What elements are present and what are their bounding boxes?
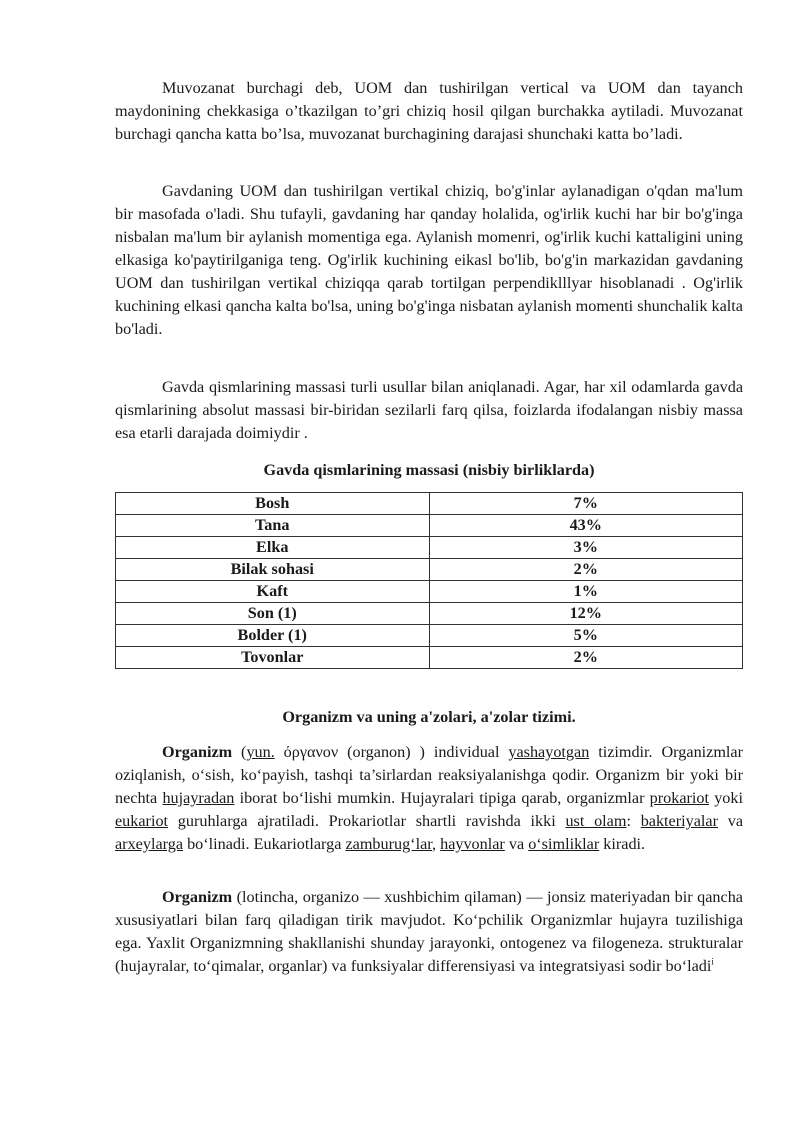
paragraph-equilibrium-angle: Muvozanat burchagi deb, UOM dan tushirilgan vertical va UOM dan tayanch maydonining chekkasiga o’tkazilgan to’gri chiziq hosil qilgan burchakka aytiladi. Muvozanat burchagi qancha katta bo’lsa, muvozanat burchagining darajasi shunchaki katta bo’ladi. [115, 79, 743, 143]
mass-table-wrapper [115, 492, 743, 669]
footnote-marker[interactable]: i [711, 956, 714, 967]
table-row [116, 647, 743, 669]
link-osimliklar[interactable]: o‘simliklar [528, 835, 600, 853]
body-part-cell: Elka [116, 537, 430, 559]
link-yun[interactable]: yun. [246, 743, 275, 761]
body-part-cell: Tana [116, 515, 430, 537]
table-row [116, 559, 743, 581]
table-row [116, 493, 743, 515]
mass-percent-cell: 2% [429, 559, 743, 581]
body-part-cell: Bilak sohasi [116, 559, 430, 581]
link-hayvonlar[interactable]: hayvonlar [440, 835, 505, 853]
paragraph-relative-mass: Gavda qismlarining massasi turli usullar bilan aniqlanadi. Agar, har xil odamlarda gavda qismlarining absolut massasi bir-biridan sezilarli farq qilsa, foizlarda ifodalangan nisbiy massa esa etarli darajada doimiydir . [115, 378, 743, 442]
table-row [116, 581, 743, 603]
link-ust-olam[interactable]: ust olam [565, 812, 627, 830]
table-row [116, 515, 743, 537]
body-part-cell: Bosh [116, 493, 430, 515]
mass-percent-cell: 12% [429, 603, 743, 625]
link-hujayradan[interactable]: hujayradan [162, 789, 235, 807]
paragraph-organism-definition: Organizm (yun. όργανον (organon) ) individual yashayotgan tizimdir. Organizmlar oziqlanish, o‘sish, ko‘payish, tashqi ta’sirlardan reaksiyalanishga qodir. Organizm bir yoki bir nechta hujayradan iborat bo‘lishi mumkin. Hujayralari tipiga qarab, organizmlar prokariot yoki eukariot guruhlarga ajratiladi. Prokariotlar shartli ravishda ikki ust olam: bakteriyalar va arxeylarga bo‘linadi. Eukariotlarga zamburug‘lar, hayvonlar va o‘simliklar kiradi. [115, 743, 744, 853]
link-zamburuglar[interactable]: zamburug‘lar [345, 835, 432, 853]
table-row [116, 625, 743, 647]
mass-percent-cell: 7% [429, 493, 743, 515]
mass-percent-cell: 5% [429, 625, 743, 647]
mass-table [115, 492, 743, 669]
term-organizm: Organizm [162, 743, 233, 761]
mass-percent-cell: 43% [429, 515, 743, 537]
link-bakteriyalar[interactable]: bakteriyalar [640, 812, 718, 830]
body-part-cell: Bolder (1) [116, 625, 430, 647]
body-part-cell: Kaft [116, 581, 430, 603]
link-arxeylarga[interactable]: arxeylarga [115, 835, 184, 853]
link-yashayotgan[interactable]: yashayotgan [508, 743, 590, 761]
paragraph-organism-latin: Organizm (lotincha, organizo — xushbichim qilaman) — jonsiz materiyadan bir qancha xususiyatlari bilan farq qiladigan tirik mavjudot. Ko‘pchilik Organizmlar hujayra tuzilishiga ega. Yaxlit Organizmning shakllanishi shunday jarayonki, ontogenez va filogeneza. strukturalar (hujayralar, to‘qimalar, organlar) va funksiyalar differensiyasi va integratsiyasi sodir bo‘ladi$^i$ [115, 888, 743, 975]
link-eukariot[interactable]: eukariot [115, 812, 169, 830]
link-prokariot[interactable]: prokariot [649, 789, 710, 807]
table-row [116, 603, 743, 625]
section-heading: Organizm va uning a'zolari, a'zolar tizimi. [282, 708, 576, 726]
body-part-cell: Son (1) [116, 603, 430, 625]
table-row [116, 537, 743, 559]
mass-percent-cell: 1% [429, 581, 743, 603]
mass-percent-cell: 2% [429, 647, 743, 669]
term-organizm-2: Organizm [162, 888, 233, 906]
table-caption: Gavda qismlarining massasi (nisbiy birliklarda) [263, 461, 595, 479]
body-part-cell: Tovonlar [116, 647, 430, 669]
mass-percent-cell: 3% [429, 537, 743, 559]
paragraph-rotation-moment: Gavdaning UOM dan tushirilgan vertikal chiziq, bo'g'inlar aylanadigan o'qdan ma'lum bir masofada o'ladi. Shu tufayli, gavdaning har qanday holalida, og'irlik kuchi har bir bo'g'inga nisbalan ma'lum bir aylanish momentiga ega. Aylanish momenri, og'irlik kuchi kattaligini uning elkasiga ko'paytirilganiga teng. Og'irlik kuchining eikasl bo'lib, bo'g'in markazidan gavdaning UOM dan tushirilgan vertikal chiziqqa qarab tortilgan perpendiklllyar hisoblanadi . Og'irlik kuchining elkasi qancha kalta bo'lsa, uning bo'g'inga nisbatan aylanish momenti shunchalik kalta bo'ladi. [115, 182, 743, 338]
